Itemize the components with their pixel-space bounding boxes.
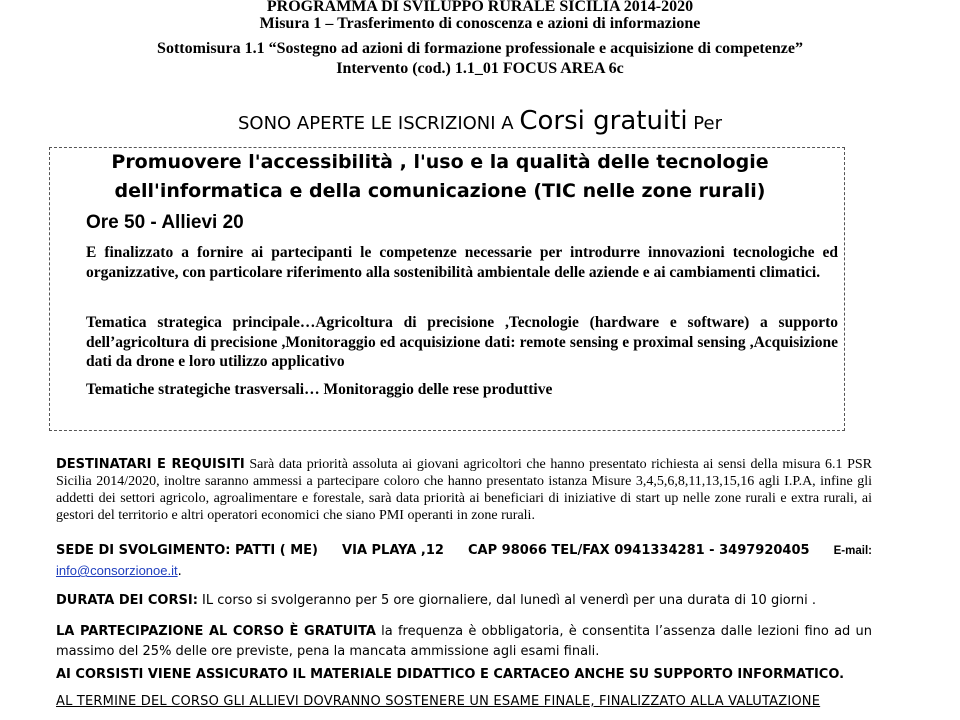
durata-text: IL corso si svolgeranno per 5 ore giornaliere, dal lunedì al venerdì per una durata di 10 giorni . [197, 593, 816, 608]
partecipazione-text: la frequenza è obbligatoria, è consentita l’assenza dalle lezioni fino ad un massimo del 25% delle ore previste, pena la mancata ammissione agli esami finali. [56, 624, 872, 659]
corsisti-notice: AI CORSISTI VIENE ASSICURATO IL MATERIALE DIDATTICO E CARTACEO ANCHE SU SUPPORTO INFORMATICO. [56, 667, 845, 682]
sede-section [56, 541, 872, 582]
email-suffix: . [177, 564, 182, 579]
headline-prefix: SONO APERTE LE ISCRIZIONI A [237, 113, 520, 134]
main-strategic-theme: Tematica strategica principale…Agricoltura di precisione ,Tecnologie (hardware e software) a supporto dell’agricoltura di precisione ,Monitoraggio ed acquisizione dati: remote sensing e proximal sensing ,Acquisizione dati da drone e loro utilizzo applicativo [86, 314, 838, 370]
durata-section [56, 591, 872, 610]
destinatari-label: DESTINATARI E REQUISITI [56, 457, 245, 472]
intervention-line: Intervento (cod.) 1.1_01 FOCUS AREA 6c [336, 60, 624, 77]
enrollment-headline [0, 106, 960, 136]
partecipazione-label: LA PARTECIPAZIONE AL CORSO È GRATUITA [56, 624, 376, 639]
durata-label: DURATA DEI CORSI: [56, 593, 198, 608]
sede-address: VIA PLAYA ,12 [342, 543, 444, 558]
course-title-line2: dell'informatica e della comunicazione (TIC nelle zone rurali) [114, 180, 766, 202]
headline-suffix: Per [687, 113, 722, 134]
measure-line: Misura 1 – Trasferimento di conoscenza e azioni di informazione [259, 15, 701, 32]
headline-free-courses: Corsi gratuiti [519, 106, 688, 136]
email-link[interactable]: info@consorzionoe.it [56, 563, 178, 578]
email-label: E-mail: [833, 545, 872, 557]
hours-students: Ore 50 - Allievi 20 [86, 212, 244, 233]
sede-label: SEDE DI SVOLGIMENTO: PATTI ( ME) [56, 543, 318, 558]
partecipazione-section [56, 621, 872, 661]
course-title-line1: Promuovere l'accessibilità , l'uso e la qualità delle tecnologie [111, 151, 769, 173]
destinatari-section [56, 456, 872, 524]
program-title: PROGRAMMA DI SVILUPPO RURALE SICILIA 2014-2020 [266, 0, 694, 15]
sede-contacts: CAP 98066 TEL/FAX 0941334281 - 3497920405 [468, 543, 810, 558]
destinatari-text: Sarà data priorità assoluta ai giovani agricoltori che hanno presentato richiesta ai sensi della misura 6.1 PSR Sicilia 2014/2020, inoltre saranno ammessi a partecipare coloro che hanno presentato istanza Misure 3,4,5,6,8,11,13,15,16 agli I.P.A, infine gli addetti dei settori agricolo, agroalimentare e forestale, sarà data priorità ai beneficiari di iniziative di start up nelle zone rurali e extra rurali, ai gestori del territorio e altri operatori economici che siano PMI operanti in zone rurali. [56, 457, 872, 523]
course-description: E finalizzato a fornire ai partecipanti le competenze necessarie per introdurre innovazioni tecnologiche ed organizzative, con particolare riferimento alla sostenibilità ambientale delle aziende e ai cambiamenti climatici. [86, 244, 838, 281]
termine-notice: AL TERMINE DEL CORSO GLI ALLIEVI DOVRANNO SOSTENERE UN ESAME FINALE, FINALIZZATO ALLA VALUTAZIONE [56, 694, 821, 709]
transversal-themes: Tematiche strategiche trasversali… Monitoraggio delle rese produttive [86, 381, 553, 398]
submeasure-line: Sottomisura 1.1 “Sostegno ad azioni di formazione professionale e acquisizione di competenze” [157, 40, 803, 57]
